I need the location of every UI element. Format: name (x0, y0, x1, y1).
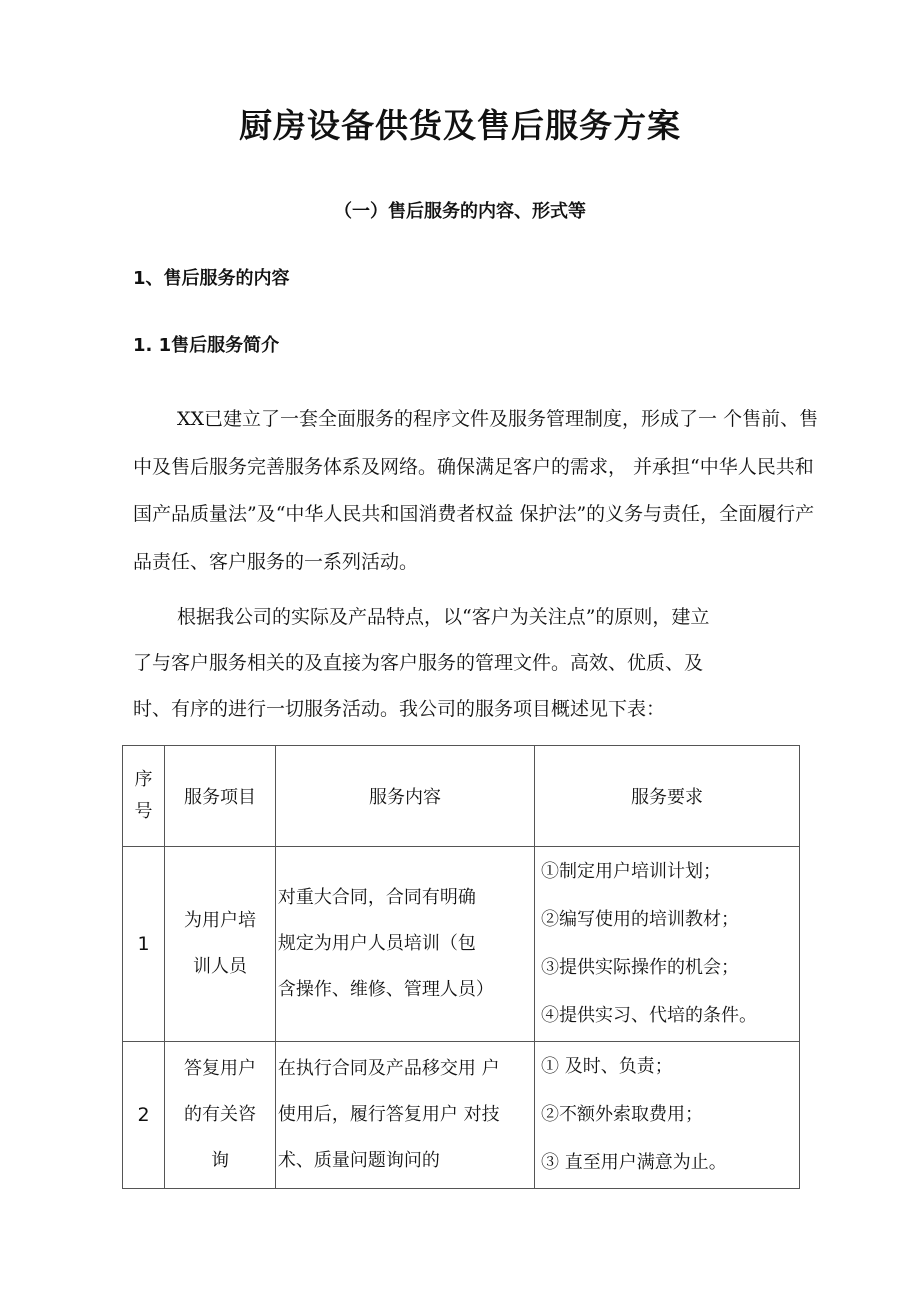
requirement-line: ③ 直至用户满意为止。 (541, 1152, 727, 1173)
header-item: 服务项目 (165, 746, 276, 847)
section-heading-1-1: 1. 1售后服务简介 (133, 335, 280, 356)
requirement-line: ②不额外索取费用； (541, 1104, 704, 1125)
policy-line: 根据我公司的实际及产品特点，以“客户为关注点”的原则，建立 (177, 606, 710, 628)
requirement-line: ①制定用户培训计划； (541, 861, 722, 882)
document-title: 厨房设备供货及售后服务方案 (239, 106, 681, 145)
header-no (123, 746, 165, 847)
row-content (275, 1042, 534, 1189)
item-line: 训人员 (192, 956, 247, 977)
header-content: 服务内容 (275, 746, 534, 847)
section-heading-1: 1、售后服务的内容 (133, 268, 290, 289)
content-line: 对重大合同，合同有明确 (277, 887, 476, 908)
policy-paragraph (133, 594, 819, 732)
row-content (275, 847, 534, 1042)
row-number: 1 (123, 847, 165, 1042)
policy-line: 时、有序的进行一切服务活动。我公司的服务项目概述见下表： (133, 698, 666, 720)
item-line: 询 (210, 1150, 229, 1171)
item-line: 为用户培 (183, 910, 256, 931)
requirement-line: ②编写使用的培训教材； (541, 909, 740, 930)
content-line: 术、质量问题询问的 (277, 1150, 440, 1171)
requirement-line: ③提供实际操作的机会； (541, 957, 740, 978)
policy-line: 了与客户服务相关的及直接为客户服务的管理文件。高效、优质、及 (133, 652, 704, 674)
content-line: 含操作、维修、管理人员） (277, 979, 494, 1000)
requirement-line: ① 及时、负责； (541, 1056, 673, 1077)
intro-paragraph: XX已建立了一套全面服务的程序文件及服务管理制度，形成了一 个售前、售中及售后服务完善服务体系及网络。确保满足客户的需求， 并承担“中华人民共和国产品质量法”及“中华人民共和国消费者权益 保护法”的义务与责任，全面履行产品责任、客户服务的一系列活动。 (133, 408, 819, 573)
table-header-row (123, 746, 800, 847)
table-row (123, 1042, 800, 1189)
table-row (123, 847, 800, 1042)
row-item (165, 847, 276, 1042)
content-line: 使用后，履行答复用户 对技 (277, 1104, 500, 1125)
header-requirement: 服务要求 (535, 746, 800, 847)
subtitle: （一）售后服务的内容、形式等 (334, 201, 586, 222)
header-no-line: 序 (134, 769, 153, 790)
header-no-line: 号 (134, 801, 153, 822)
content-line: 在执行合同及产品移交用 户 (277, 1058, 500, 1079)
row-item (165, 1042, 276, 1189)
service-table (122, 745, 800, 1189)
row-requirements (535, 1042, 800, 1189)
content-line: 规定为用户人员培训（包 (277, 933, 476, 954)
requirement-line: ④提供实习、代培的条件。 (541, 1005, 758, 1026)
row-number: 2 (123, 1042, 165, 1189)
item-line: 的有关咨 (183, 1104, 256, 1125)
item-line: 答复用户 (183, 1058, 256, 1079)
row-requirements (535, 847, 800, 1042)
